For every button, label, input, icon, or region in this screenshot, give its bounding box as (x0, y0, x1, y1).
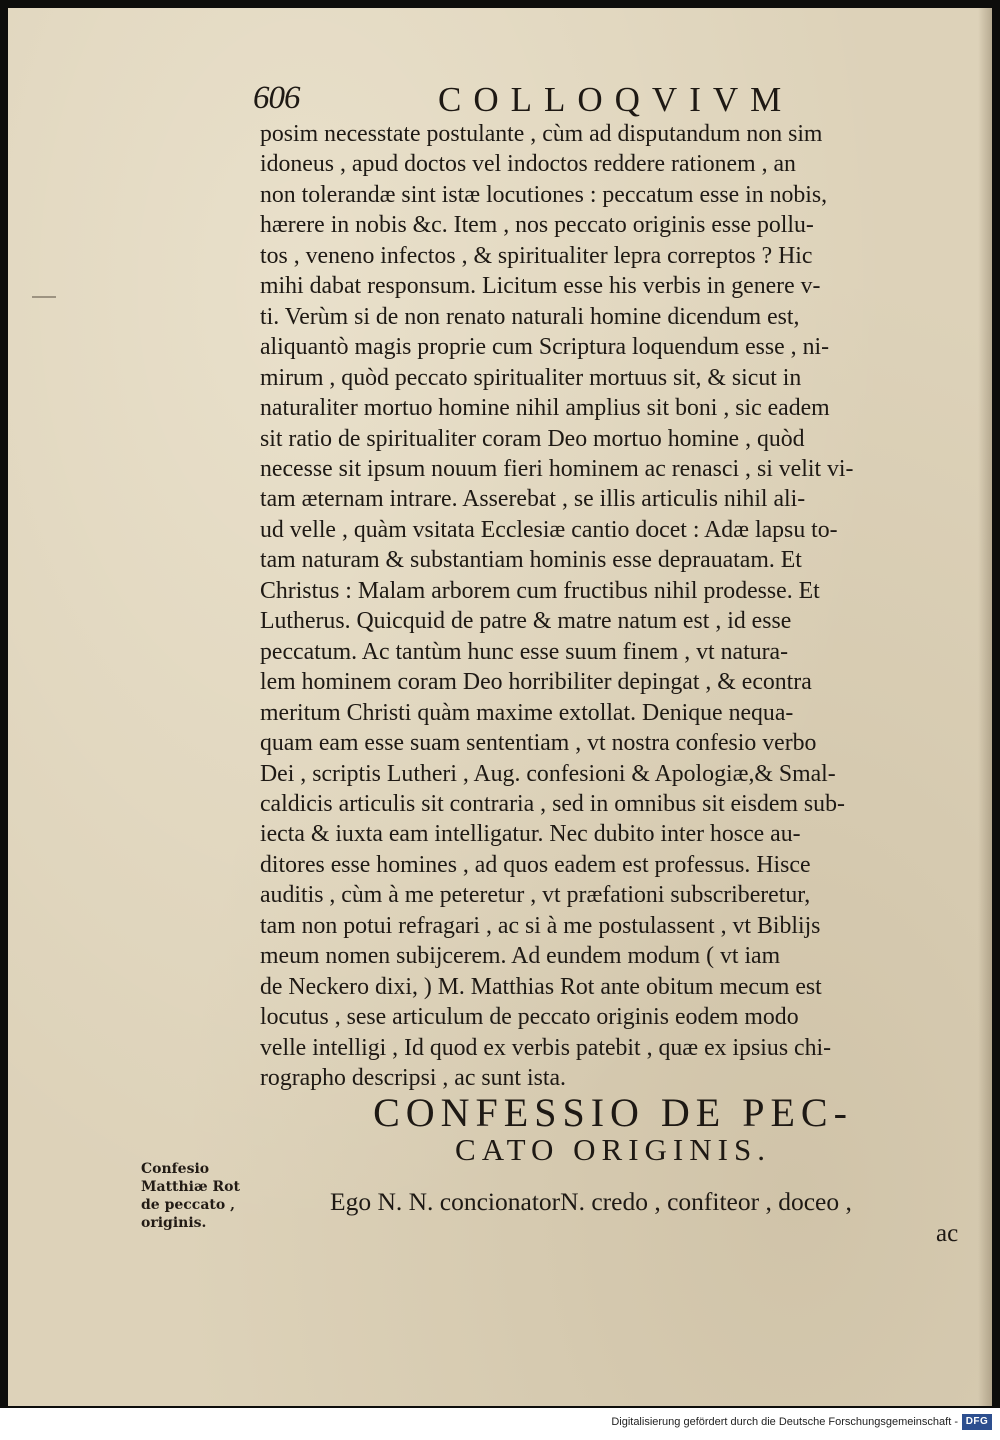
marginal-note-line: originis. (141, 1215, 207, 1231)
text-line: naturaliter mortuo homine nihil amplius sit boni , sic eadem (260, 395, 830, 422)
text-line: tam naturam & substantiam hominis esse deprauatam. Et (260, 547, 802, 574)
text-line: ti. Verùm si de non renato naturali homine dicendum est, (260, 303, 800, 330)
marginal-note (141, 1160, 281, 1232)
text-line: peccatum. Ac tantùm hunc esse suum finem , vt natura- (260, 638, 789, 665)
text-line: quam eam esse suam sententiam , vt nostra confesio verbo (260, 730, 817, 757)
text-line: ud velle , quàm vsitata Ecclesiæ cantio docet : Adæ lapsu to- (260, 516, 838, 543)
marginal-note-line: de peccato , (141, 1197, 235, 1213)
text-line: de Neckero dixi, ) M. Matthias Rot ante obitum mecum est (260, 973, 822, 1000)
running-title: COLLOQVIVM (438, 80, 794, 119)
text-line: mihi dabat responsum. Licitum esse his verbis in genere v- (260, 273, 821, 300)
marginal-note-line: Confesio (141, 1161, 210, 1177)
text-line: ditores esse homines , ad quos eadem est professus. Hisce (260, 851, 811, 878)
text-line: lem hominem coram Deo horribiliter depingat , & econtra (260, 669, 812, 696)
catchword: ac (936, 1220, 959, 1247)
text-line: aliquantò magis proprie cum Scriptura loquendum esse , ni- (260, 334, 830, 361)
section-heading-line-2: CATO ORIGINIS. (455, 1132, 771, 1167)
margin-mark (32, 296, 56, 298)
text-line: caldicis articulis sit contraria , sed in omnibus sit eisdem sub- (260, 790, 845, 817)
section-heading-line-1: CONFESSIO DE PEC- (373, 1090, 853, 1135)
footer-credit: Digitalisierung gefördert durch die Deutsche Forschungsgemeinschaft - (611, 1416, 958, 1428)
page-number: 606 (253, 80, 300, 116)
body-text (260, 119, 970, 1094)
marginal-note-line: Matthiæ Rot (141, 1179, 240, 1195)
text-line: meritum Christi quàm maxime extollat. Denique nequa- (260, 699, 794, 726)
text-line: Dei , scriptis Lutheri , Aug. confesioni & Apologiæ,& Smal- (260, 760, 836, 787)
text-line: meum nomen subijcerem. Ad eundem modum ( vt iam (260, 943, 781, 970)
paragraph-start: Ego N. N. concionatorN. credo , confiteor , doceo , (330, 1187, 852, 1216)
text-line: Christus : Malam arborem cum fructibus nihil prodesse. Et (260, 577, 820, 604)
text-line: tos , veneno infectos , & spiritualiter lepra correptos ? Hic (260, 242, 813, 269)
text-line: tam æternam intrare. Asserebat , se illis articulis nihil ali- (260, 486, 806, 513)
text-line: necesse sit ipsum nouum fieri hominem ac renasci , si velit vi- (260, 455, 854, 482)
dfg-logo: DFG (962, 1414, 992, 1430)
footer-bar (0, 1408, 1000, 1440)
page-edge-shadow (978, 8, 992, 1406)
text-line: tam non potui refragari , ac si à me postulassent , vt Biblijs (260, 912, 821, 939)
text-line: Lutherus. Quicquid de patre & matre natum est , id esse (260, 608, 792, 635)
book-page (8, 8, 992, 1406)
text-line: hærere in nobis &c. Item , nos peccato originis esse pollu- (260, 212, 814, 239)
text-line: mirum , quòd peccato spiritualiter mortuus sit, & sicut in (260, 364, 802, 391)
text-line: posim necesstate postulante , cùm ad disputandum non sim (260, 121, 823, 147)
text-line: iecta & iuxta eam intelligatur. Nec dubito inter hosce au- (260, 821, 801, 848)
text-line: idoneus , apud doctos vel indoctos reddere rationem , an (260, 151, 796, 178)
text-line: locutus , sese articulum de peccato originis eodem modo (260, 1004, 799, 1031)
text-line: non tolerandæ sint istæ locutiones : peccatum esse in nobis, (260, 181, 828, 208)
text-line: rographo descripsi , ac sunt ista. (260, 1065, 566, 1092)
text-line: velle intelligi , Id quod ex verbis patebit , quæ ex ipsius chi- (260, 1034, 832, 1061)
text-line: sit ratio de spiritualiter coram Deo mortuo homine , quòd (260, 425, 805, 452)
text-line: auditis , cùm à me peteretur , vt præfationi subscriberetur, (260, 882, 811, 909)
